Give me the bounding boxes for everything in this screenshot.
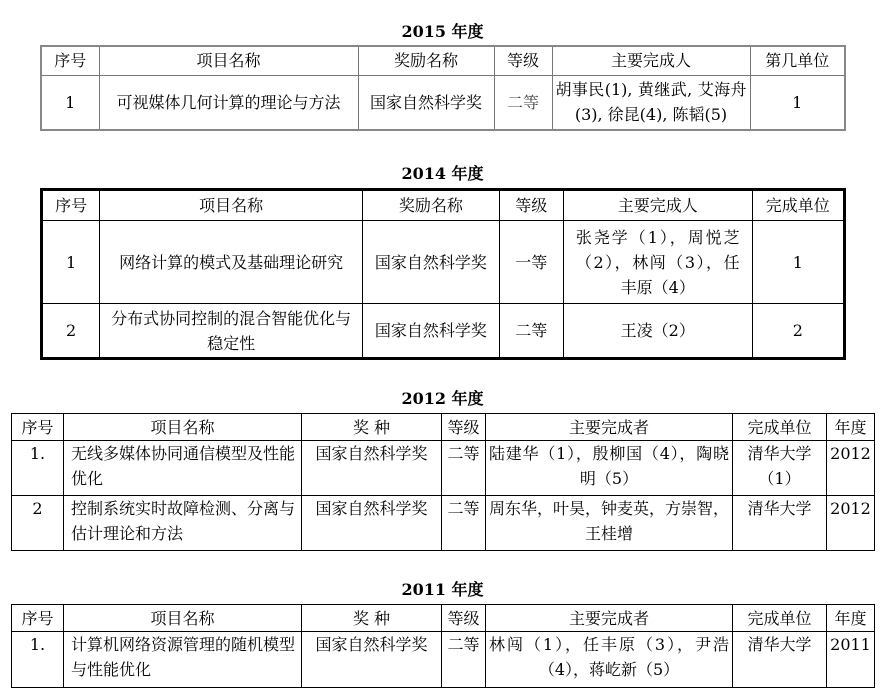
awards-table-2015 [40,45,846,131]
header-cell: 主要完成人 [563,190,752,221]
section-title-2015: 2015 年度 [401,22,484,41]
project-name: 网络计算的模式及基础理论研究 [100,221,363,304]
award-year: 2012 [827,496,875,551]
header-cell: 奖 种 [302,605,442,632]
header-cell: 等级 [442,414,486,441]
award-name: 国家自然科学奖 [358,75,494,130]
table-row [12,496,875,551]
header-cell: 第几单位 [750,46,845,75]
header-cell: 项目名称 [64,414,302,441]
awards-table-2012 [11,413,875,551]
table-header-row [41,46,845,75]
award-name: 国家自然科学奖 [363,304,500,359]
header-cell: 奖 种 [302,414,442,441]
award-year: 2012 [827,441,875,496]
header-cell: 等级 [494,46,552,75]
awards-table-2011 [11,604,875,688]
table-row [12,441,875,496]
table-header-row [42,190,845,221]
project-name: 可视媒体几何计算的理论与方法 [99,75,358,130]
header-cell: 项目名称 [99,46,358,75]
award-level: 二等 [499,304,563,359]
header-cell: 年度 [827,605,875,632]
row-number: 2 [12,496,64,551]
table-header-row [12,605,875,632]
header-cell: 项目名称 [64,605,302,632]
main-contributors: 林闯（1），任丰原（3），尹浩（4），蒋屹新（5） [486,632,733,688]
header-cell: 完成单位 [752,190,844,221]
table-row [41,75,845,130]
header-cell: 主要完成者 [486,605,733,632]
row-number: 1. [12,441,64,496]
row-number: 1 [42,221,100,304]
award-level: 二等 [442,441,486,496]
project-name: 无线多媒体协同通信模型及性能优化 [64,441,302,496]
header-cell: 项目名称 [100,190,363,221]
header-cell: 等级 [442,605,486,632]
section-title-2012: 2012 年度 [401,389,484,408]
unit-rank: 1 [750,75,845,130]
table-row [42,221,845,304]
main-contributors: 王凌（2） [563,304,752,359]
header-cell: 主要完成者 [486,414,733,441]
section-title-2014: 2014 年度 [401,164,484,183]
header-cell: 奖励名称 [358,46,494,75]
completing-unit: 清华大学 [733,496,827,551]
header-cell: 序号 [12,605,64,632]
unit-rank: 1 [752,221,844,304]
project-name: 分布式协同控制的混合智能优化与稳定性 [100,304,363,359]
completing-unit: 清华大学 [733,632,827,688]
award-level: 二等 [494,75,552,130]
header-cell: 序号 [42,190,100,221]
award-name: 国家自然科学奖 [302,496,442,551]
table-row [12,632,875,688]
award-name: 国家自然科学奖 [302,441,442,496]
award-name: 国家自然科学奖 [363,221,500,304]
header-cell: 主要完成人 [552,46,750,75]
row-number: 1. [12,632,64,688]
award-level: 一等 [499,221,563,304]
unit-rank: 2 [752,304,844,359]
main-contributors: 胡事民(1), 黄继武, 艾海舟(3), 徐昆(4), 陈韬(5) [552,75,750,130]
main-contributors: 张尧学（1），周悦芝（2），林闯（3），任丰原（4） [563,221,752,304]
project-name: 控制系统实时故障检测、分离与估计理论和方法 [64,496,302,551]
table-row [42,304,845,359]
award-level: 二等 [442,496,486,551]
table-header-row [12,414,875,441]
header-cell: 完成单位 [733,414,827,441]
header-cell: 年度 [827,414,875,441]
main-contributors: 陆建华（1），殷柳国（4），陶晓明（5） [486,441,733,496]
main-contributors: 周东华，叶昊，钟麦英，方崇智，王桂增 [486,496,733,551]
awards-table-2014 [40,188,846,360]
header-cell: 等级 [499,190,563,221]
award-name: 国家自然科学奖 [302,632,442,688]
header-cell: 序号 [12,414,64,441]
award-level: 二等 [442,632,486,688]
completing-unit: 清华大学（1） [733,441,827,496]
header-cell: 序号 [41,46,99,75]
project-name: 计算机网络资源管理的随机模型与性能优化 [64,632,302,688]
row-number: 1 [41,75,99,130]
header-cell: 奖励名称 [363,190,500,221]
row-number: 2 [42,304,100,359]
section-title-2011: 2011 年度 [401,580,484,599]
header-cell: 完成单位 [733,605,827,632]
award-year: 2011 [827,632,875,688]
